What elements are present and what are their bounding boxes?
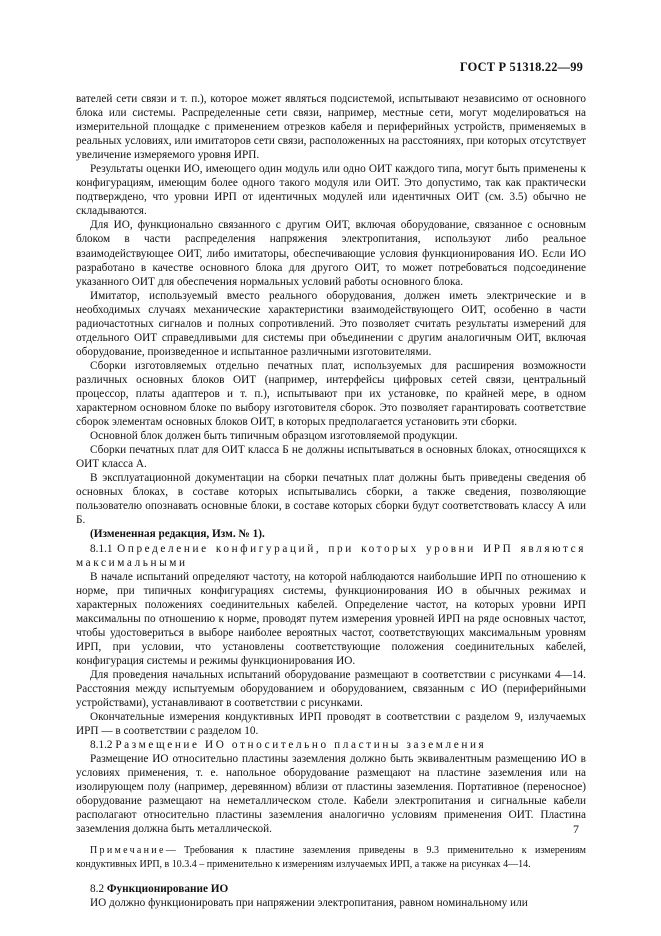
paragraph: вателей сети связи и т. п.), которое может являться подсистемой, испытывают независимо от основного блока или системы. Распределенные сети связи, например, местные сети, могут моделироваться на измерительной площадке с применением отрезков кабеля и периферийных устройств, применяемых в реальных условиях, или имитаторов сети связи, расположенных на расстояниях, при которых отсутствует увеличение измеряемого уровня ИРП. — [76, 93, 586, 162]
paragraph: Для ИО, функционально связанного с другим ОИТ, включая оборудование, связанное с основным блоком в части распределения напряжения электропитания, используют либо реальное взаимодействующее ОИТ, либо имитаторы, обеспечивающие условия функционирования ИО. Если ИО разработано в качестве основного блока для другого ОИТ, то может потребоваться подсоединение указанного ОИТ для обеспечения нормальных условий работы основного блока. — [76, 219, 586, 288]
paragraph: Сборки печатных плат для ОИТ класса Б не должны испытываться в основных блоках, относящихся к ОИТ класса А. — [76, 444, 586, 471]
section-number: 8.1.2 — [90, 739, 113, 752]
section-heading-8-1-2 — [76, 738, 586, 752]
section-title: Определение конфигураций, при которых уровни ИРП являются максимальными — [76, 542, 586, 569]
section-number: 8.1.1 — [90, 542, 113, 555]
section-number: 8.2 — [90, 882, 105, 895]
note — [76, 844, 586, 870]
standard-header: ГОСТ Р 51318.22—99 — [459, 60, 583, 74]
section-title: Функционирование ИО — [106, 882, 229, 895]
section-heading-8-2 — [76, 882, 586, 896]
paragraph: В начале испытаний определяют частоту, на которой наблюдаются наибольшие ИРП по отношению к норме, при типичных конфигурациях системы, функционирования ИО в обычных режимах и характерных положениях соединительных кабелей. Определение частот, на которых уровни ИРП максимальны по отношению к норме, проводят путем измерения уровней ИРП на ряде основных частот, чтобы удостовериться в выборе наиболее вероятных частот, соответствующих максимальным уровням ИРП, при условии, что установлены соответствующие положения соединительных кабелей, конфигурация системы и режимы функционирования ИО. — [76, 570, 586, 667]
section-heading-8-1-1 — [76, 542, 586, 570]
paragraph: Имитатор, используемый вместо реального оборудования, должен иметь электрические и в необходимых случаях механические характеристики взаимодействующего ОИТ, особенно в части радиочастотных сигналов и полных сопротивлений. Это позволяет считать результаты измерений для отдельного ОИТ справедливыми для системы при объединении с другим аналогичным ОИТ, включая оборудование, произведенное и испытанное различными изготовителями. — [76, 289, 586, 358]
section-title: Размещение ИО относительно пластины заземления — [115, 739, 487, 752]
paragraph: Результаты оценки ИО, имеющего один модуль или одно ОИТ каждого типа, могут быть применены к конфигурациям, имеющим более одного такого модуля или ОИТ. Это допустимо, так как практически подтверждено, что уровни ИРП от идентичных модулей или идентичных ОИТ (см. 3.5) обычно не складываются. — [76, 163, 586, 218]
paragraph: Сборки изготовляемых отдельно печатных плат, используемых для расширения возможности различных основных блоков ОИТ (например, интерфейсы цифровых сетей связи, центральный процессор, платы адаптеров и т. п.), испытывают при их установке, по крайней мере, в одном характерном основном блоке по выбору изготовителя сборок. Это позволяет гарантировать соответствие сборок элементам основных блоков ОИТ, в которых предполагается установить эти сборки. — [76, 359, 586, 429]
paragraph: Размещение ИО относительно пластины заземления должно быть эквивалентным размещению ИО в условиях применения, т. е. напольное оборудование размещают на пластине заземления или на изолирующем полу (например, деревянном) вблизи от пластины заземления. Портативное (переносное) оборудование размещают на неметаллическом столе. Кабели электропитания и сигнальные кабели располагают относительно пластины заземления аналогично условиям применения ОИТ. Пластина заземления должна быть металлической. — [76, 753, 586, 836]
paragraph: Основной блок должен быть типичным образцом изготовляемой продукции. — [90, 430, 458, 443]
paragraph: Для проведения начальных испытаний оборудование размещают в соответствии с рисунками 4—14. Расстояния между испытуемым оборудованием и оборудованием, связанным с ИО (периферийными устройствами), устанавливают в соответствии с рисунками. — [76, 668, 586, 710]
note-text: — Требования к пластине заземления приведены в 9.3 применительно к измерениям кондуктивных ИРП, в 10.3.4 – применительно к измерениям излучаемых ИРП, а также на рисунках 4—14. — [76, 845, 586, 870]
amendment-note: (Измененная редакция, Изм. № 1). — [90, 528, 265, 541]
paragraph: Окончательные измерения кондуктивных ИРП проводят в соответствии с разделом 9, излучаемых ИРП — в соответствии с разделом 10. — [76, 711, 586, 738]
body-text — [76, 92, 586, 910]
note-label: Примечание — [90, 845, 166, 857]
page-number: 7 — [573, 822, 579, 836]
paragraph: В эксплуатационной документации на сборки печатных плат должны быть приведены сведения об основных блоках, в составе которых испытывались сборки, а также сведения, позволяющие пользователю опознавать основные блоки, в составе которых сборки будут соответствовать классу А или Б. — [76, 472, 586, 527]
paragraph: ИО должно функционировать при напряжении электропитания, равном номинальному или — [90, 896, 528, 909]
